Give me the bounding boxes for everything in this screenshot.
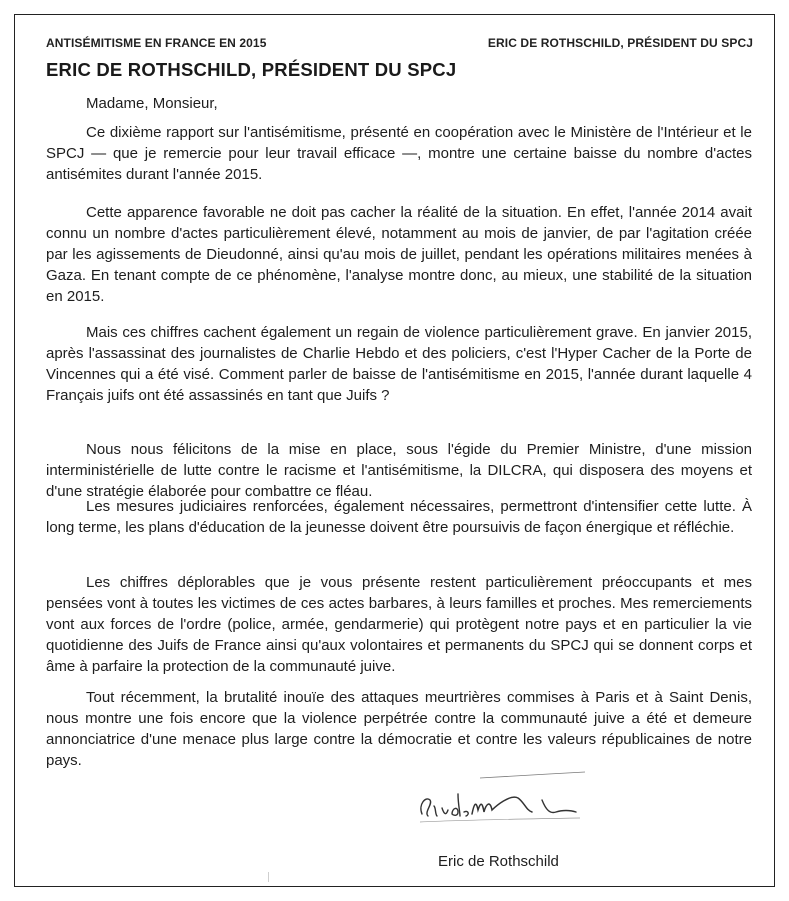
paragraph-4: Nous nous félicitons de la mise en place, sous l'égide du Premier Ministre, d'une mission interministérielle de lutte contre le racisme et l'antisémitisme, la DILCRA, qui disposera des moyens et d'une stratégie élaborée pour combattre ce fléau.: [46, 441, 752, 500]
salutation: Madame, Monsieur,: [86, 95, 218, 112]
signature-stroke-eric: [421, 799, 448, 816]
running-header-right: ERIC DE ROTHSCHILD, PRÉSIDENT DU SPCJ: [487, 36, 753, 50]
page-title: ERIC DE ROTHSCHILD, PRÉSIDENT DU SPCJ: [46, 59, 457, 80]
paragraph-3: Mais ces chiffres cachent également un regain de violence particulièrement grave. En janvier 2015, après l'assassinat des journalistes de Charlie Hebdo et des policiers, c'est l'Hyper Cacher de la Porte de Vincennes qui a été visé. Comment parler de baisse de l'antisémitisme en 2015, l'année durant laquelle 4 Français juifs ont été assassinés en tant que Juifs ?: [46, 324, 752, 404]
paragraph-5: Les mesures judiciaires renforcées, également nécessaires, permettront d'intensifier cette lutte. À long terme, les plans d'éducation de la jeunesse doivent être poursuivis de façon énergique et réfléchie.: [46, 498, 752, 536]
signature-stroke-de: [452, 794, 468, 816]
signer-name: Eric de Rothschild: [438, 853, 559, 870]
paragraph-7: Tout récemment, la brutalité inouïe des attaques meurtrières commises à Paris et à Saint Denis, nous montre une fois encore que la violence perpétrée contre la communauté juive a été et demeure annonciatrice d'une menace plus large contre la démocratie et contre les valeurs républicaines de notre pays.: [46, 689, 752, 769]
signature-stroke-top: [480, 772, 585, 778]
paragraph-1: Ce dixième rapport sur l'antisémitisme, présenté en coopération avec le Ministère de l'Intérieur et le SPCJ — que je remercie pour leur travail efficace —, montre une certaine baisse du nombre d'actes antisémites durant l'année 2015.: [46, 124, 752, 183]
paragraph-6: Les chiffres déplorables que je vous présente restent particulièrement préoccupants et mes pensées vont à toutes les victimes de ces actes barbares, à leurs familles et proches. Mes remerciements vont aux forces de l'ordre (police, armée, gendarmerie) qui protègent notre pays et en particulier la vie quotidienne des Juifs de France ainsi qu'aux volontaires et permanents du SPCJ qui se donnent corps et âme à parfaire la protection de la communauté juive.: [46, 574, 752, 675]
running-header-left: ANTISÉMITISME EN FRANCE EN 2015: [46, 36, 267, 50]
handwritten-signature: [400, 770, 600, 830]
paragraph-2: Cette apparence favorable ne doit pas cacher la réalité de la situation. En effet, l'année 2014 avait connu un nombre d'actes particulièrement élevé, notamment au mois de janvier, de par l'agitation créée par les agissements de Dieudonné, ainsi qu'au mois de juillet, pendant les opérations militaires menées à Gaza. En tenant compte de ce phénomène, l'analyse montre donc, au mieux, une stabilité de la situation en 2015.: [46, 204, 752, 305]
scan-artifact: [268, 872, 269, 882]
signature-stroke-tail: [542, 800, 576, 813]
signature-stroke-rothschild: [472, 797, 532, 814]
signature-underline: [420, 818, 580, 822]
